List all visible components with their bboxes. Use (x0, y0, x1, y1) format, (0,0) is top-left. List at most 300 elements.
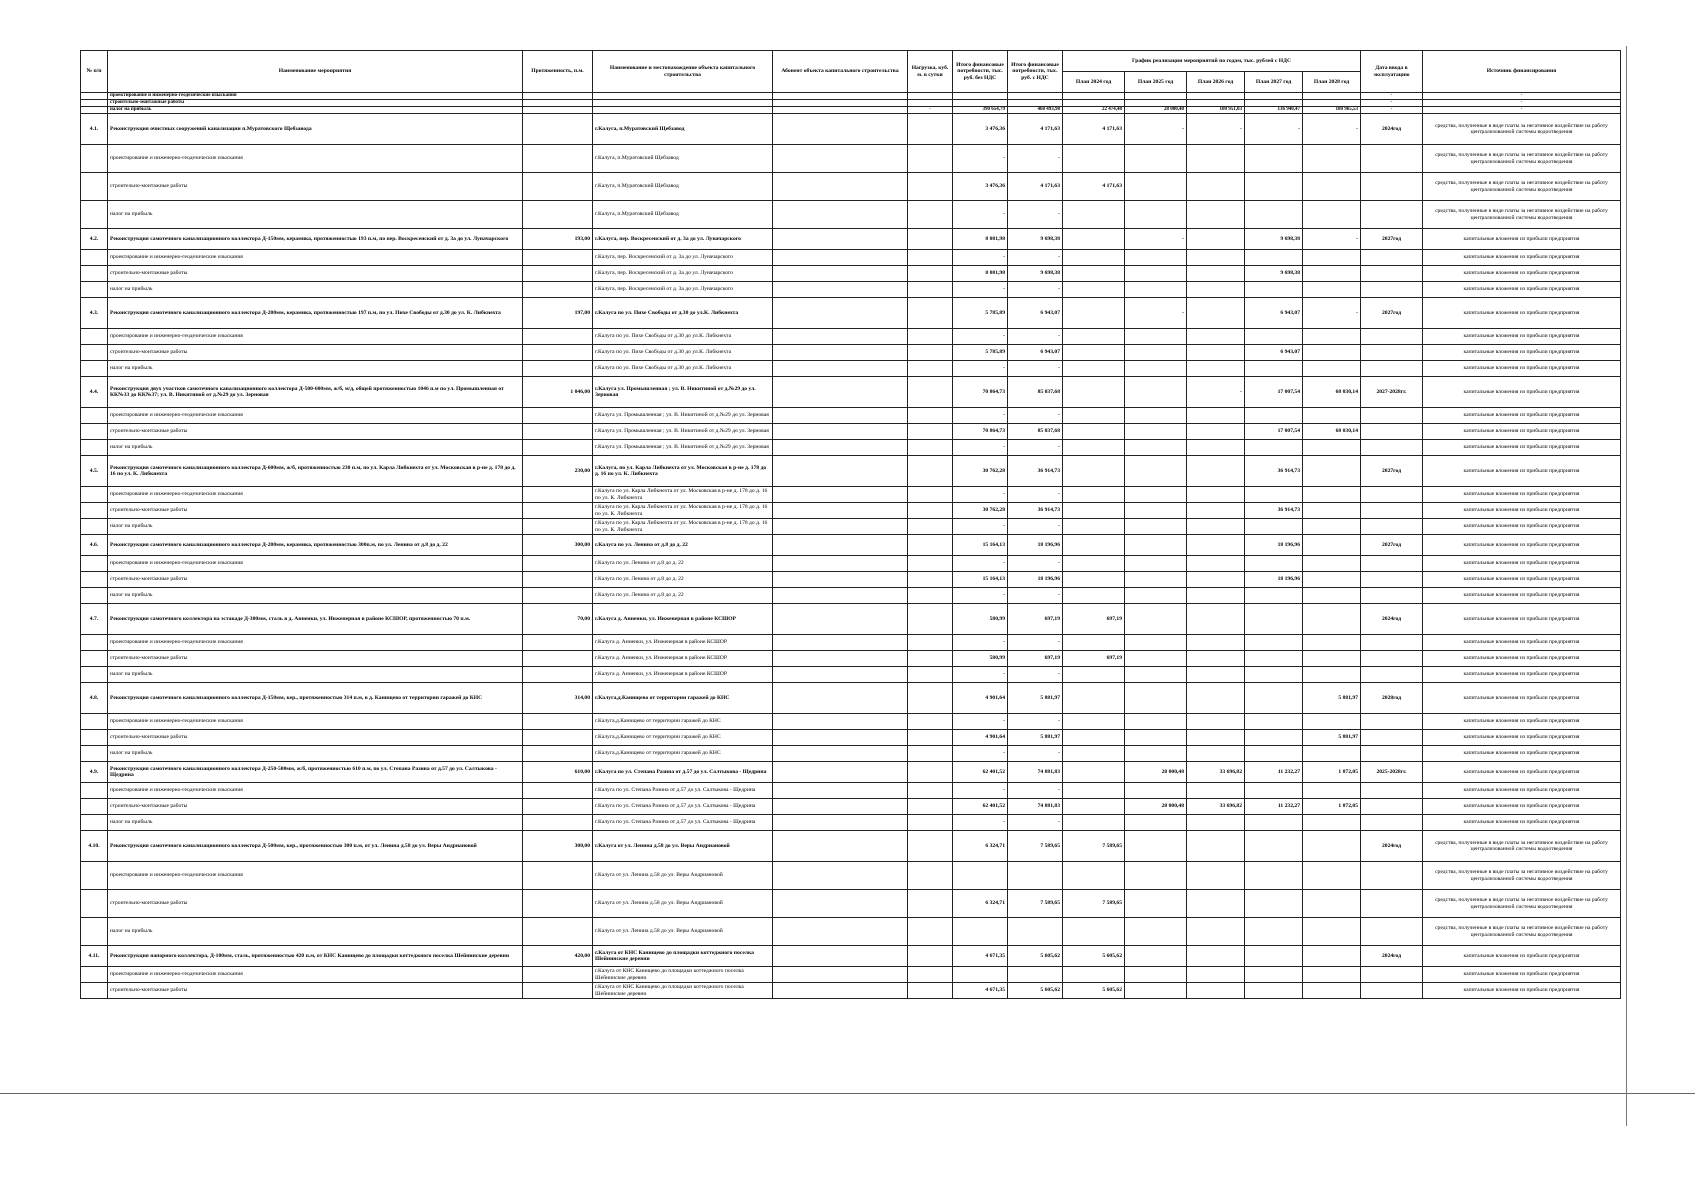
cell-subscriber (773, 145, 908, 173)
cell-date (1361, 783, 1423, 799)
cell-y2028 (1303, 746, 1361, 762)
cell-object: г.Калуга по ул. Карла Либкнехта от ул. Московская в р-не д. 178 до д. 16 по ул. К. Либкнехта (593, 503, 773, 519)
table-row (81, 456, 1621, 487)
cell-tv: 5 605,62 (1008, 983, 1063, 999)
top-stage-row: проектирование и инженерно-геодезические изыскания - - (81, 93, 1621, 100)
cell-name: строительно-монтажные работы (108, 799, 523, 815)
table-subrow (81, 667, 1621, 683)
cell-length (523, 503, 593, 519)
cell-no: 4.7. (81, 604, 108, 635)
cell-y2025 (1125, 635, 1187, 651)
cell-date: 2024год (1361, 604, 1423, 635)
cell-y2025 (1125, 815, 1187, 831)
cell-load (908, 408, 953, 424)
cell-tnv: 30 762,28 (953, 456, 1008, 487)
cell-y2027: 9 698,38 (1245, 266, 1303, 282)
table-row (81, 762, 1621, 783)
cell-y2028: - (1303, 114, 1361, 145)
cell-tnv: 3 476,36 (953, 173, 1008, 201)
cell-date (1361, 635, 1423, 651)
cell-date (1361, 145, 1423, 173)
cell-y2024 (1063, 572, 1125, 588)
col-total-vat: Итого финансовые потребности, тыс. руб. с НДС (1008, 51, 1063, 93)
table-subrow (81, 266, 1621, 282)
cell-tnv: - (953, 487, 1008, 503)
table-row (81, 377, 1621, 408)
cell-no (81, 799, 108, 815)
table-subrow (81, 983, 1621, 999)
cell-object: г.Калуга, по ул. Карла Либкнехта от ул. Московская в р-не д. 178 до д. 16 по ул. К. Либкнехта (593, 456, 773, 487)
cell-length (523, 746, 593, 762)
cell-tv: 697,19 (1008, 604, 1063, 635)
cell-name: проектирование и инженерно-геодезические изыскания (108, 635, 523, 651)
cell-no (81, 651, 108, 667)
cell-tv: - (1008, 440, 1063, 456)
cell-y2024 (1063, 229, 1125, 250)
cell-no (81, 783, 108, 799)
cell-no (81, 519, 108, 535)
cell-name: проектирование и инженерно-геодезические изыскания (108, 783, 523, 799)
cell-length: 230,00 (523, 456, 593, 487)
col-2027: План 2027 год (1245, 72, 1303, 93)
col-schedule: График реализации мероприятий по годам, тыс. рублей с НДС (1063, 51, 1361, 72)
cell-source: капитальные вложения из прибыли предприятия (1423, 440, 1621, 456)
cell-y2026 (1187, 588, 1245, 604)
table-subrow (81, 730, 1621, 746)
cell-length (523, 282, 593, 298)
cell-y2024 (1063, 408, 1125, 424)
cell-y2028 (1303, 282, 1361, 298)
cell-source: средства, полученные в виде платы за негативное воздействие на работу централизованной системы водоотведения (1423, 173, 1621, 201)
cell-subscriber (773, 683, 908, 714)
cell-object: г.Калуга, пер. Воскресенский от д. 3а до ул. Луначарского (593, 250, 773, 266)
cell-no (81, 266, 108, 282)
cell-y2028: 5 881,97 (1303, 730, 1361, 746)
cell-y2024 (1063, 862, 1125, 890)
cell-y2027: 17 007,54 (1245, 424, 1303, 440)
cell-no: 4.2. (81, 229, 108, 250)
cell-length: 300,00 (523, 535, 593, 556)
cell-length (523, 890, 593, 918)
cell-y2028 (1303, 588, 1361, 604)
cell-date (1361, 408, 1423, 424)
cell-source: капитальные вложения из прибыли предприятия (1423, 487, 1621, 503)
cell-name: проектирование и инженерно-геодезические изыскания (108, 487, 523, 503)
cell-subscriber (773, 983, 908, 999)
cell-name: Реконструкция самотечного канализационного коллектора Д-200мм, керамика, протяженностью 197 п.м, по ул. Пихе Свободы от д.30 до ул. К. Либкнехта (108, 298, 523, 329)
cell-date (1361, 503, 1423, 519)
cell-y2028 (1303, 145, 1361, 173)
cell-y2027 (1245, 329, 1303, 345)
cell-date (1361, 201, 1423, 229)
cell-y2026 (1187, 250, 1245, 266)
cell-subscriber (773, 201, 908, 229)
cell-no (81, 361, 108, 377)
cell-tnv: 8 081,98 (953, 266, 1008, 282)
cell-source: капитальные вложения из прибыли предприятия (1423, 377, 1621, 408)
cell-load (908, 229, 953, 250)
cell-y2026 (1187, 730, 1245, 746)
cell-y2026: 33 696,82 (1187, 762, 1245, 783)
cell-y2027 (1245, 831, 1303, 862)
cell-name: проектирование и инженерно-геодезические изыскания (108, 250, 523, 266)
cell-tnv: - (953, 282, 1008, 298)
cell-tnv (953, 967, 1008, 983)
cell-source: капитальные вложения из прибыли предприятия (1423, 408, 1621, 424)
cell-y2024: 4 171,63 (1063, 173, 1125, 201)
table-row (81, 831, 1621, 862)
cell-length (523, 345, 593, 361)
table-subrow (81, 890, 1621, 918)
cell-name: налог на прибыль (108, 918, 523, 946)
cell-name: строительно-монтажные работы (108, 503, 523, 519)
cell-object: г.Калуга по ул. Степана Разина от д.57 до ул. Салтыкова - Щедрина (593, 783, 773, 799)
cell-length (523, 424, 593, 440)
cell-no (81, 440, 108, 456)
cell-load (908, 746, 953, 762)
cell-y2026 (1187, 556, 1245, 572)
scan-fold-line (1626, 46, 1627, 1126)
cell-name: налог на прибыль (108, 361, 523, 377)
cell-source: капитальные вложения из прибыли предприятия (1423, 361, 1621, 377)
cell-subscriber (773, 266, 908, 282)
cell-tv: 6 943,07 (1008, 298, 1063, 329)
cell-length (523, 635, 593, 651)
cell-tnv: - (953, 746, 1008, 762)
cell-load (908, 282, 953, 298)
cell-y2026 (1187, 298, 1245, 329)
cell-y2027 (1245, 967, 1303, 983)
cell-tnv: 4 901,64 (953, 683, 1008, 714)
cell-object: г.Калуга от ул. Ленина д.58 до ул. Веры Андриановой (593, 890, 773, 918)
cell-y2025 (1125, 983, 1187, 999)
col-2025: План 2025 год (1125, 72, 1187, 93)
cell-y2026 (1187, 783, 1245, 799)
table-subrow (81, 361, 1621, 377)
cell-tv: - (1008, 588, 1063, 604)
cell-load (908, 377, 953, 408)
cell-y2028 (1303, 361, 1361, 377)
cell-length (523, 114, 593, 145)
cell-source: капитальные вложения из прибыли предприятия (1423, 651, 1621, 667)
cell-tv: 18 196,96 (1008, 572, 1063, 588)
cell-tv (1008, 862, 1063, 890)
cell-y2027: 18 196,96 (1245, 535, 1303, 556)
cell-subscriber (773, 783, 908, 799)
cell-no (81, 572, 108, 588)
cell-y2027 (1245, 918, 1303, 946)
cell-object: г.Калуга, п.Муратовский Щебзавод (593, 145, 773, 173)
cell-subscriber (773, 440, 908, 456)
cell-name: строительно-монтажные работы (108, 173, 523, 201)
cell-name: Реконструкция самотечного коллектора на эстакаде Д-300мм, сталь в д. Анненки, ул. Инженерная в районе КСШОР, протяженностью 70 п.м. (108, 604, 523, 635)
cell-y2024: 7 589,65 (1063, 831, 1125, 862)
cell-y2025 (1125, 831, 1187, 862)
cell-load (908, 440, 953, 456)
cell-load (908, 201, 953, 229)
cell-y2026 (1187, 746, 1245, 762)
cell-load (908, 604, 953, 635)
cell-y2028 (1303, 831, 1361, 862)
top-2026: 100 951,03 (1187, 107, 1245, 114)
cell-load (908, 588, 953, 604)
cell-source: капитальные вложения из прибыли предприятия (1423, 604, 1621, 635)
table-row (81, 229, 1621, 250)
cell-y2027 (1245, 487, 1303, 503)
cell-subscriber (773, 604, 908, 635)
cell-y2026: 33 696,82 (1187, 799, 1245, 815)
cell-no: 4.6. (81, 535, 108, 556)
cell-y2025: - (1125, 229, 1187, 250)
table-subrow (81, 635, 1621, 651)
cell-subscriber (773, 424, 908, 440)
cell-length: 70,00 (523, 604, 593, 635)
cell-name: строительно-монтажные работы (108, 730, 523, 746)
cell-no (81, 890, 108, 918)
table-row (81, 535, 1621, 556)
cell-tnv: - (953, 556, 1008, 572)
col-load: Нагрузка, куб. м. в сутки (908, 51, 953, 93)
cell-tv (1008, 918, 1063, 946)
cell-name: строительно-монтажные работы (108, 651, 523, 667)
col-subscriber: Абонент объекта капитального строительства (773, 51, 908, 93)
cell-date: 2028год (1361, 683, 1423, 714)
cell-y2028 (1303, 556, 1361, 572)
cell-load (908, 345, 953, 361)
cell-tnv: 580,99 (953, 651, 1008, 667)
cell-y2027 (1245, 282, 1303, 298)
cell-y2025 (1125, 250, 1187, 266)
cell-y2025 (1125, 345, 1187, 361)
cell-object: г.Калуга ул. Промышленная ; ул. В. Никитиной от д.№29 до ул. Зерновая (593, 424, 773, 440)
cell-y2028 (1303, 815, 1361, 831)
cell-source: средства, полученные в виде платы за негативное воздействие на работу централизованной системы водоотведения (1423, 201, 1621, 229)
cell-y2026 (1187, 282, 1245, 298)
cell-y2025 (1125, 946, 1187, 967)
cell-y2025 (1125, 862, 1187, 890)
cell-source: капитальные вложения из прибыли предприятия (1423, 815, 1621, 831)
cell-length (523, 983, 593, 999)
cell-subscriber (773, 519, 908, 535)
cell-subscriber (773, 345, 908, 361)
cell-tnv: - (953, 440, 1008, 456)
cell-y2028 (1303, 651, 1361, 667)
cell-name: Реконструкция самотечного канализационного коллектора Д-150мм, кер., протяженностью 314 п.м, в д. Канищево от территории гаражей до КНС (108, 683, 523, 714)
cell-no (81, 487, 108, 503)
cell-tv: - (1008, 635, 1063, 651)
cell-object: г.Калуга д. Анненки, ул. Инженерная в районе КСШОР (593, 604, 773, 635)
cell-no (81, 746, 108, 762)
cell-y2024: 697,19 (1063, 604, 1125, 635)
cell-length (523, 588, 593, 604)
cell-tnv: 5 785,89 (953, 345, 1008, 361)
cell-y2025 (1125, 456, 1187, 487)
cell-source: капитальные вложения из прибыли предприятия (1423, 746, 1621, 762)
cell-y2028 (1303, 440, 1361, 456)
cell-tv: - (1008, 556, 1063, 572)
cell-y2025 (1125, 201, 1187, 229)
cell-tv: 4 171,63 (1008, 173, 1063, 201)
cell-tnv: - (953, 714, 1008, 730)
cell-y2024 (1063, 535, 1125, 556)
cell-object: г.Калуга д. Анненки, ул. Инженерная в районе КСШОР (593, 635, 773, 651)
cell-date (1361, 890, 1423, 918)
cell-no: 4.9. (81, 762, 108, 783)
cell-y2026 (1187, 361, 1245, 377)
cell-y2026 (1187, 487, 1245, 503)
cell-y2027: 18 196,96 (1245, 572, 1303, 588)
table-subrow (81, 440, 1621, 456)
cell-source: капитальные вложения из прибыли предприятия (1423, 519, 1621, 535)
cell-load (908, 815, 953, 831)
cell-y2025: 28 000,48 (1125, 762, 1187, 783)
cell-tv: - (1008, 201, 1063, 229)
cell-source: капитальные вложения из прибыли предприятия (1423, 229, 1621, 250)
cell-name: Реконструкция самотечного канализационного коллектора Д-150мм, керамика, протяженностью 193 п.м, по пер. Воскресенский от д. 3а до ул. Луначарского (108, 229, 523, 250)
cell-subscriber (773, 651, 908, 667)
cell-y2024 (1063, 783, 1125, 799)
table-subrow (81, 282, 1621, 298)
cell-length (523, 201, 593, 229)
cell-date: 2027год (1361, 229, 1423, 250)
cell-y2027 (1245, 815, 1303, 831)
cell-tnv: - (953, 519, 1008, 535)
cell-y2024 (1063, 250, 1125, 266)
col-no: № п/п (81, 51, 108, 93)
cell-y2026: - (1187, 114, 1245, 145)
table-subrow (81, 783, 1621, 799)
cell-y2025 (1125, 503, 1187, 519)
cell-y2027 (1245, 783, 1303, 799)
cell-length: 420,00 (523, 946, 593, 967)
table-subrow (81, 556, 1621, 572)
cell-y2026 (1187, 967, 1245, 983)
cell-object: г.Калуга по ул. Пихе Свободы от д.30 до ул.К. Либкнехта (593, 361, 773, 377)
cell-load (908, 667, 953, 683)
cell-no (81, 250, 108, 266)
cell-tv: 6 943,07 (1008, 345, 1063, 361)
cell-load (908, 487, 953, 503)
cell-name: налог на прибыль (108, 201, 523, 229)
cell-tnv: - (953, 667, 1008, 683)
cell-no: 4.5. (81, 456, 108, 487)
table-subrow (81, 572, 1621, 588)
cell-y2024 (1063, 282, 1125, 298)
cell-y2026 (1187, 651, 1245, 667)
cell-tv: 85 037,68 (1008, 377, 1063, 408)
cell-date (1361, 667, 1423, 683)
cell-subscriber (773, 329, 908, 345)
cell-load (908, 329, 953, 345)
cell-object: г.Калуга, п.Муратовский Щебзавод (593, 173, 773, 201)
cell-subscriber (773, 815, 908, 831)
cell-object: г.Калуга от ул. Ленина д.58 до ул. Веры Андриановой (593, 862, 773, 890)
col-date: Дата ввода в эксплуатацию (1361, 51, 1423, 93)
cell-length (523, 250, 593, 266)
cell-y2028: 68 030,14 (1303, 377, 1361, 408)
top-stage3-label: налог на прибыль (108, 107, 523, 114)
cell-y2025 (1125, 967, 1187, 983)
col-source: Источник финансирования (1423, 51, 1621, 93)
cell-tv: - (1008, 714, 1063, 730)
cell-y2028 (1303, 667, 1361, 683)
cell-object: г.Калуга д. Анненки, ул. Инженерная в районе КСШОР (593, 651, 773, 667)
cell-length: 197,00 (523, 298, 593, 329)
cell-date (1361, 730, 1423, 746)
cell-date (1361, 799, 1423, 815)
cell-source: капитальные вложения из прибыли предприятия (1423, 250, 1621, 266)
cell-y2025 (1125, 683, 1187, 714)
cell-y2027 (1245, 683, 1303, 714)
cell-name: налог на прибыль (108, 667, 523, 683)
cell-length (523, 815, 593, 831)
cell-length (523, 714, 593, 730)
cell-name: налог на прибыль (108, 746, 523, 762)
cell-no (81, 983, 108, 999)
top-total-vat: 468 493,98 (1008, 107, 1063, 114)
cell-tnv: 15 164,13 (953, 572, 1008, 588)
col-2028: План 2028 год (1303, 72, 1361, 93)
cell-date: 2025-2028гг. (1361, 762, 1423, 783)
cell-load (908, 918, 953, 946)
cell-y2028 (1303, 173, 1361, 201)
cell-y2025 (1125, 408, 1187, 424)
cell-y2028 (1303, 408, 1361, 424)
cell-no (81, 424, 108, 440)
cell-subscriber (773, 746, 908, 762)
cell-tv: 5 605,62 (1008, 946, 1063, 967)
cell-subscriber (773, 918, 908, 946)
cell-y2027 (1245, 201, 1303, 229)
cell-tv: 5 881,97 (1008, 683, 1063, 714)
cell-date: 2024год (1361, 946, 1423, 967)
table-subrow (81, 519, 1621, 535)
cell-date: 2027год (1361, 298, 1423, 329)
cell-y2024: 5 605,62 (1063, 983, 1125, 999)
cell-date (1361, 967, 1423, 983)
cell-length (523, 361, 593, 377)
cell-tv: 18 196,96 (1008, 535, 1063, 556)
cell-y2028 (1303, 862, 1361, 890)
cell-y2025 (1125, 556, 1187, 572)
cell-source: капитальные вложения из прибыли предприятия (1423, 556, 1621, 572)
cell-object: г.Калуга,д.Канищево от территории гаражей до КНС (593, 714, 773, 730)
table-row (81, 298, 1621, 329)
cell-no (81, 145, 108, 173)
table-subrow (81, 503, 1621, 519)
cell-object: г.Калуга, пер. Воскресенский от д. 3а до ул. Луначарского (593, 282, 773, 298)
cell-y2024 (1063, 377, 1125, 408)
cell-tnv: 4 671,35 (953, 946, 1008, 967)
cell-tv: 74 881,83 (1008, 762, 1063, 783)
cell-subscriber (773, 831, 908, 862)
cell-date: 2027-2028гг. (1361, 377, 1423, 408)
cell-source: капитальные вложения из прибыли предприятия (1423, 683, 1621, 714)
cell-y2024 (1063, 329, 1125, 345)
cell-load (908, 173, 953, 201)
table-subrow (81, 408, 1621, 424)
table-subrow (81, 487, 1621, 503)
cell-tv: 36 914,73 (1008, 456, 1063, 487)
cell-no (81, 282, 108, 298)
cell-y2025: 28 000,48 (1125, 799, 1187, 815)
cell-y2027 (1245, 890, 1303, 918)
cell-load (908, 946, 953, 967)
cell-subscriber (773, 799, 908, 815)
cell-length (523, 329, 593, 345)
cell-date (1361, 266, 1423, 282)
cell-y2028: 5 881,97 (1303, 683, 1361, 714)
